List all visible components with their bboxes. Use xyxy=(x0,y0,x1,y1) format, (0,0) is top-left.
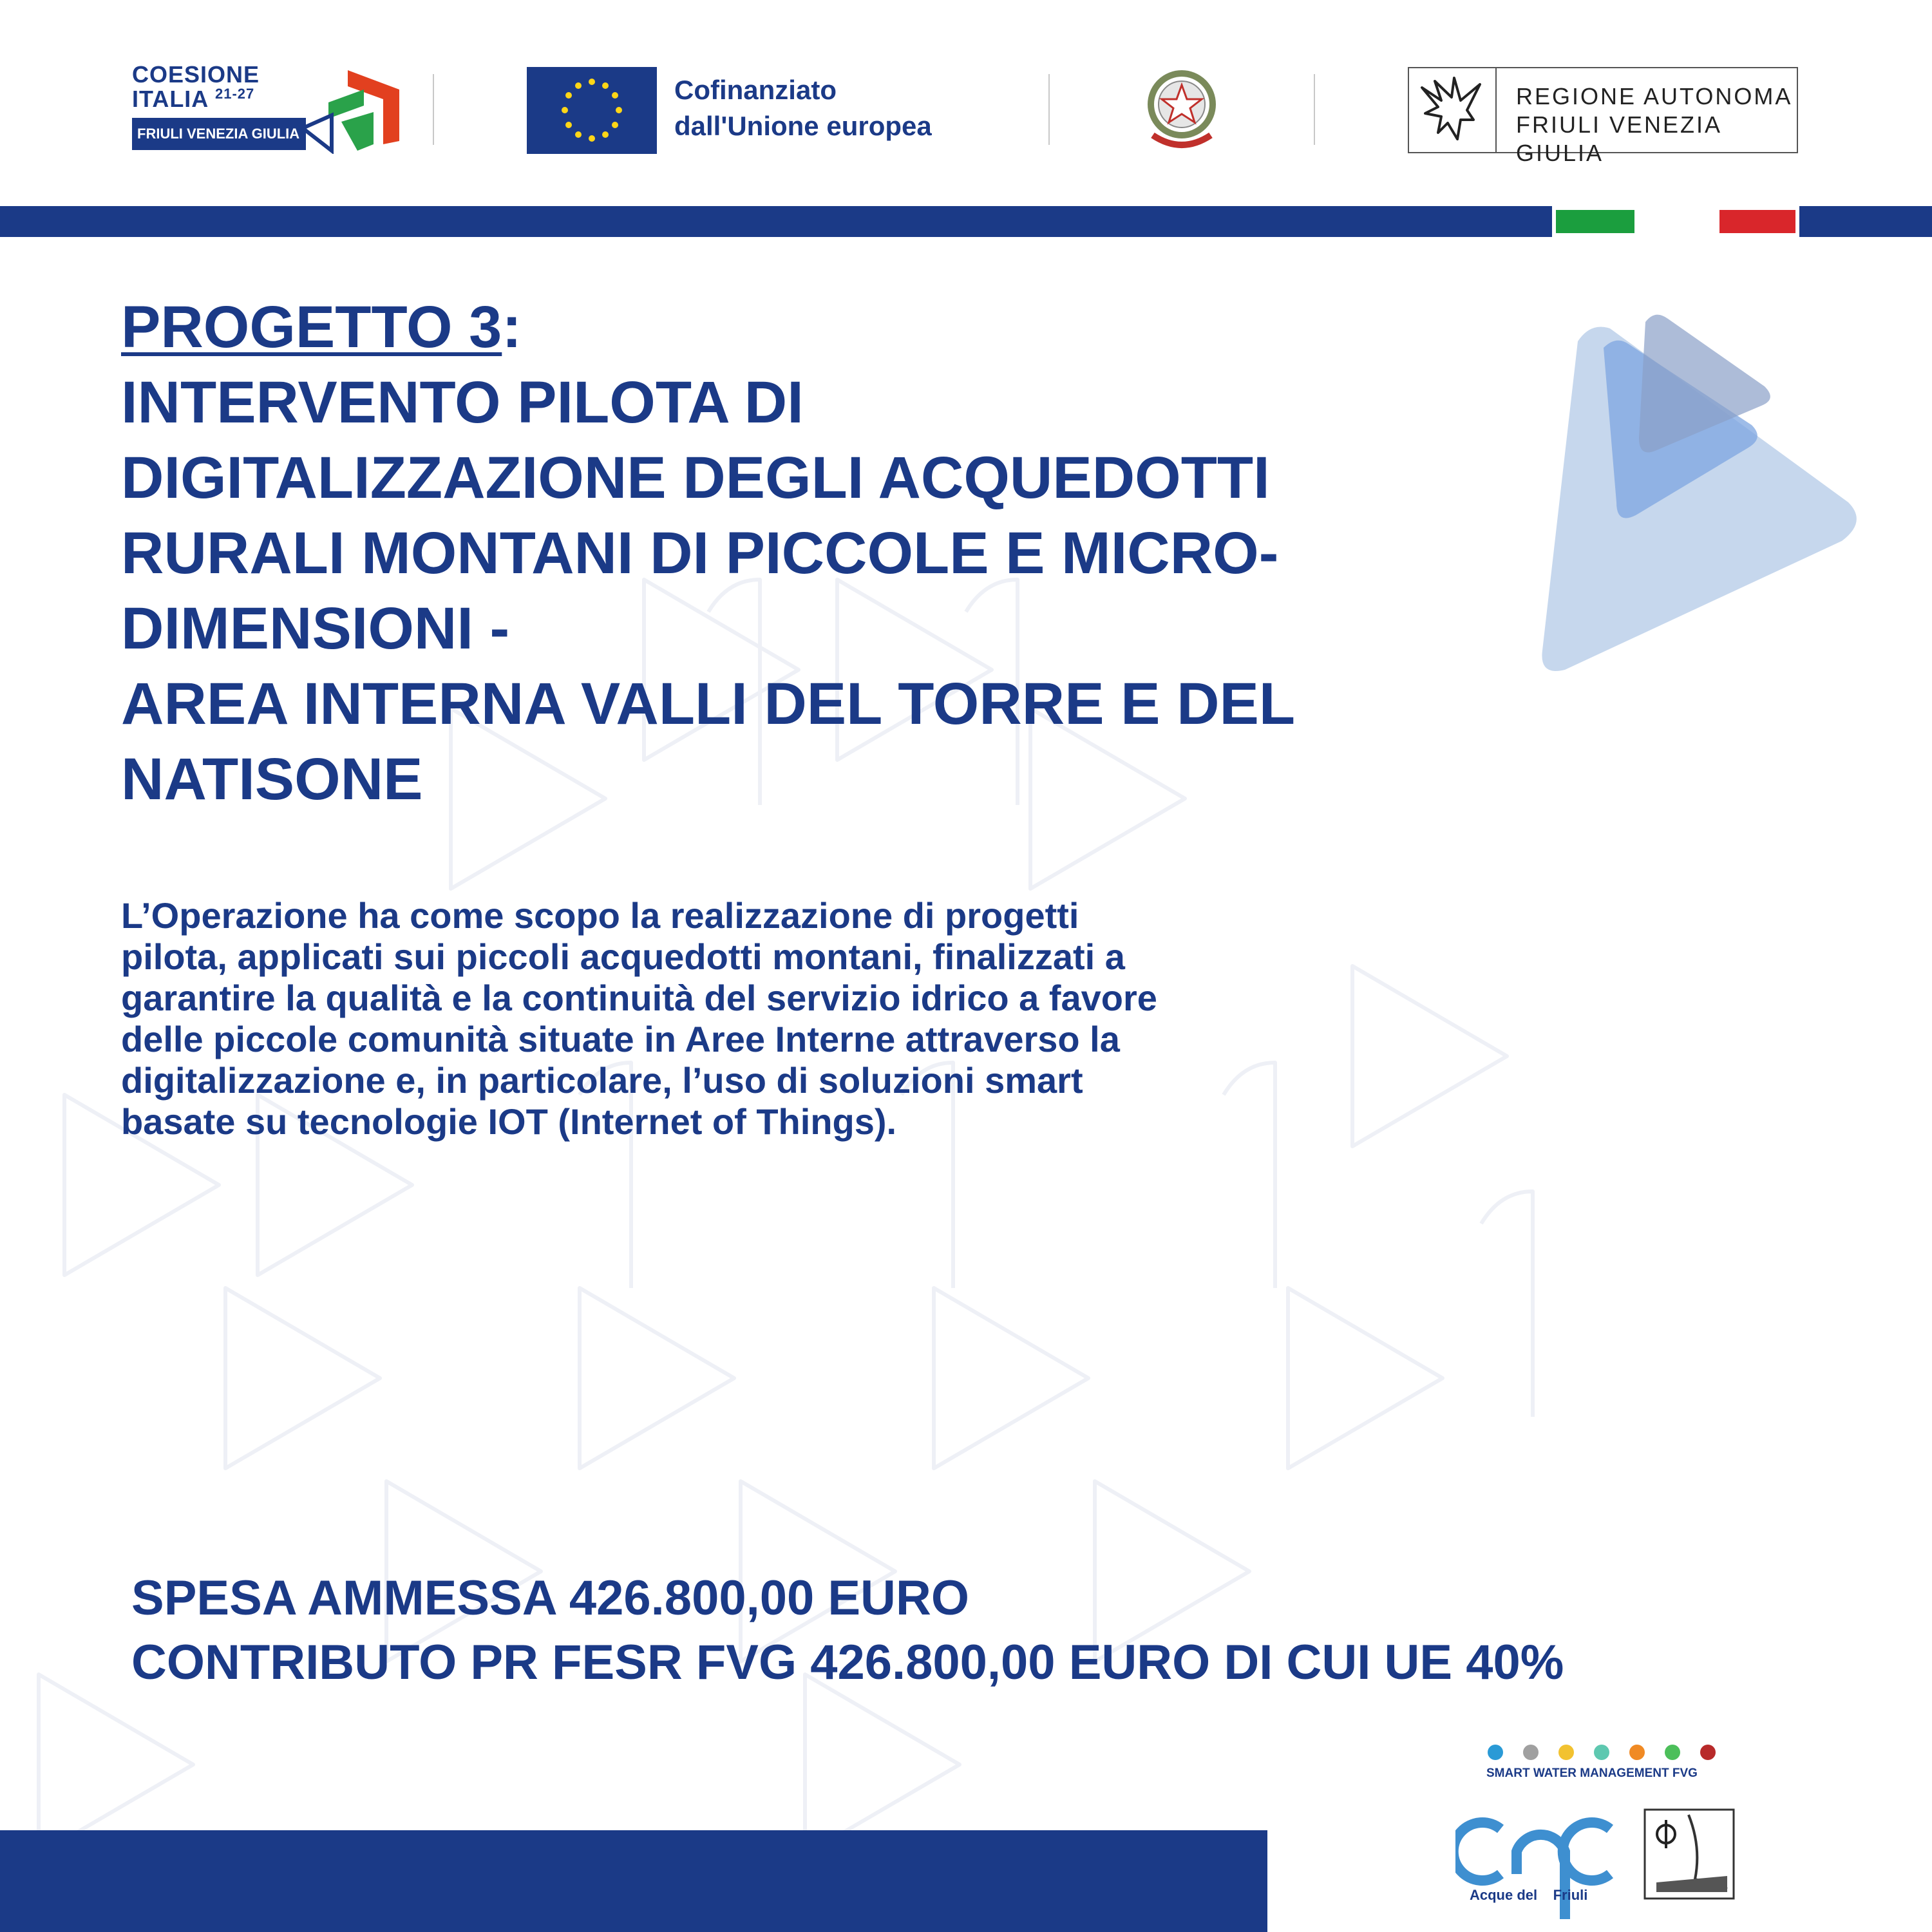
acque-del-friuli-logo xyxy=(1455,1790,1623,1919)
regione-fvg-logo xyxy=(1408,67,1798,166)
regione-line1: REGIONE AUTONOMA xyxy=(1516,83,1793,109)
project-number: PROGETTO 3 xyxy=(121,294,502,360)
bottom-blue-band xyxy=(0,1830,1267,1932)
swm-dot xyxy=(1629,1745,1645,1760)
coesione-italia: ITALIA xyxy=(132,86,208,112)
title-line: INTERVENTO PILOTA DI xyxy=(121,370,804,435)
description-line: digitalizzazione e, in particolare, l’uso di soluzioni smart xyxy=(121,1060,1083,1101)
description-line: delle piccole comunità situate in Aree Interne attraverso la xyxy=(121,1019,1120,1059)
flag-red-stripe xyxy=(1719,210,1795,233)
coesione-line2 xyxy=(132,86,254,113)
coesione-italia-logo xyxy=(132,61,402,158)
swm-dot xyxy=(1594,1745,1609,1760)
project-number-suffix: : xyxy=(502,294,522,360)
swm-dot xyxy=(1665,1745,1680,1760)
decorative-triangles xyxy=(1507,309,1868,683)
eu-cofinanziato-text xyxy=(674,72,932,144)
regione-line2: FRIULI VENEZIA GIULIA xyxy=(1516,111,1721,166)
flag-green-stripe xyxy=(1556,210,1634,233)
contributo: CONTRIBUTO PR FESR FVG 426.800,00 EURO DI CUI UE 40% xyxy=(131,1635,1564,1690)
swm-dot xyxy=(1558,1745,1574,1760)
coesione-band: FRIULI VENEZIA GIULIA xyxy=(132,118,306,150)
acque-label-2: Friuli xyxy=(1553,1887,1588,1903)
header-separator xyxy=(1314,74,1315,145)
header-separator xyxy=(433,74,434,145)
coesione-arrow-icon xyxy=(303,64,406,154)
title-line: DIMENSIONI - xyxy=(121,596,510,661)
project-description xyxy=(121,895,1345,1142)
swm-dot xyxy=(1488,1745,1503,1760)
eu-stars-icon xyxy=(527,67,657,154)
eu-text-line1: Cofinanziato xyxy=(674,75,837,105)
project-title xyxy=(121,290,1409,817)
funding-summary xyxy=(131,1566,1564,1695)
description-line: pilota, applicati sui piccoli acquedotti montani, finalizzati a xyxy=(121,936,1125,977)
flag-white-stripe xyxy=(1637,206,1717,237)
swm-dots-icon xyxy=(1481,1742,1726,1765)
title-line: AREA INTERNA VALLI DEL TORRE E DEL xyxy=(121,671,1296,737)
coesione-line1: COESIONE xyxy=(132,61,260,88)
eu-text-line2: dall'Unione europea xyxy=(674,111,932,141)
eagle-icon xyxy=(1409,68,1497,152)
title-line: RURALI MONTANI DI PICCOLE E MICRO- xyxy=(121,520,1279,586)
partner-logo xyxy=(1643,1808,1735,1900)
spesa-ammessa: SPESA AMMESSA 426.800,00 EURO xyxy=(131,1571,969,1625)
acque-label-1: Acque del xyxy=(1470,1887,1538,1903)
header-separator xyxy=(1048,74,1050,145)
emblem-icon xyxy=(1140,64,1224,155)
coesione-years: 21-27 xyxy=(215,86,255,102)
description-line: L’Operazione ha come scopo la realizzazione di progetti xyxy=(121,895,1079,936)
swm-dot xyxy=(1523,1745,1539,1760)
title-line: NATISONE xyxy=(121,746,423,812)
regione-text xyxy=(1516,82,1797,167)
swm-dot xyxy=(1700,1745,1716,1760)
repubblica-italiana-emblem xyxy=(1140,64,1224,155)
eu-flag xyxy=(527,67,657,154)
partner-logo-icon xyxy=(1643,1808,1735,1900)
description-line: garantire la qualità e la continuità del servizio idrico a favore xyxy=(121,978,1157,1018)
project-number-line xyxy=(121,290,1409,365)
swm-label: SMART WATER MANAGEMENT FVG xyxy=(1486,1766,1698,1780)
smart-water-management-logo xyxy=(1481,1742,1726,1781)
title-line: DIGITALIZZAZIONE DEGLI ACQUEDOTTI xyxy=(121,445,1270,511)
description-line: basate su tecnologie IOT (Internet of Things). xyxy=(121,1101,897,1142)
acque-label xyxy=(1470,1887,1587,1904)
